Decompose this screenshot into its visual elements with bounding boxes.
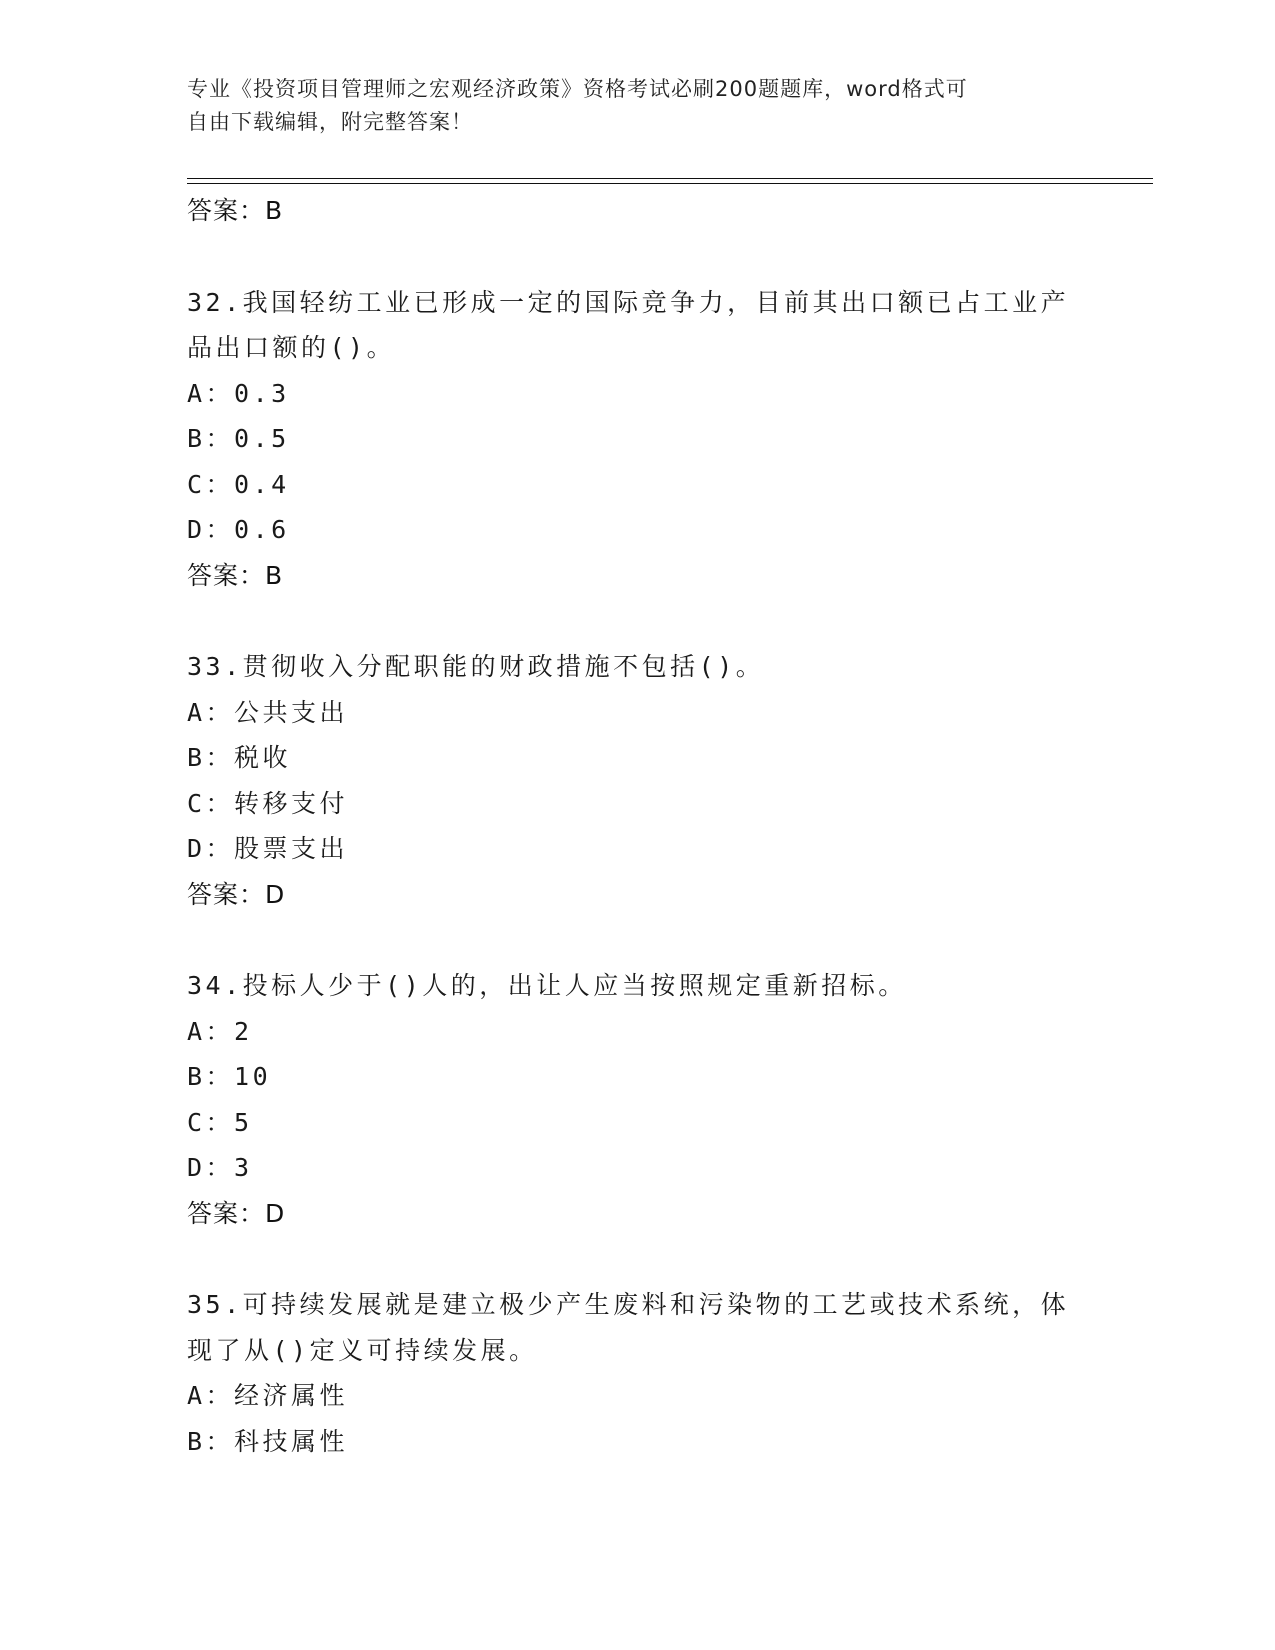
question-item [187, 644, 1087, 917]
option-b: B：科技属性 [187, 1426, 349, 1456]
answer-line: 答案：D [187, 1198, 286, 1228]
option-c: C：0.4 [187, 469, 290, 499]
question-list [187, 188, 1087, 1464]
option-c: C：转移支付 [187, 788, 349, 818]
option-d: D：3 [187, 1153, 253, 1182]
option-c: C：5 [187, 1107, 253, 1137]
document-header [187, 73, 1067, 139]
question-text-line: 品出口额的()。 [187, 333, 396, 362]
question-item [187, 963, 1087, 1236]
question-text [187, 963, 1087, 1009]
question-text-line: 34.投标人少于()人的，出让人应当按照规定重新招标。 [187, 971, 907, 1000]
option-a: A：2 [187, 1016, 253, 1046]
answer-line: 答案：B [187, 196, 284, 225]
question-item [187, 280, 1087, 599]
question-text [187, 280, 1087, 371]
option-d: D：0.6 [187, 515, 290, 544]
option-a: A：公共支出 [187, 697, 349, 727]
option-b: B：0.5 [187, 424, 290, 453]
option-b: B：税收 [187, 743, 292, 772]
header-line-2: 自由下载编辑，附完整答案！ [187, 110, 473, 134]
option-d: D：股票支出 [187, 834, 349, 863]
option-a: A：经济属性 [187, 1381, 349, 1410]
header-divider-top [187, 178, 1153, 179]
question-text [187, 644, 1087, 690]
question-text-line: 32.我国轻纺工业已形成一定的国际竞争力，目前其出口额已占工业产 [187, 287, 1070, 317]
question-item [187, 1282, 1087, 1464]
question-text-line: 33.贯彻收入分配职能的财政措施不包括()。 [187, 652, 765, 681]
option-a: A：0.3 [187, 378, 290, 408]
header-line-1: 专业《投资项目管理师之宏观经济政策》资格考试必刷200题题库，word格式可 [187, 77, 968, 101]
header-divider-bottom [187, 183, 1153, 184]
question-text-line: 35.可持续发展就是建立极少产生废料和污染物的工艺或技术系统，体 [187, 1290, 1070, 1319]
answer-line: 答案：B [187, 560, 284, 590]
question-text [187, 1282, 1087, 1373]
question-text-line: 现了从()定义可持续发展。 [187, 1335, 538, 1365]
option-b: B：10 [187, 1062, 272, 1091]
answer-line: 答案：D [187, 879, 286, 909]
